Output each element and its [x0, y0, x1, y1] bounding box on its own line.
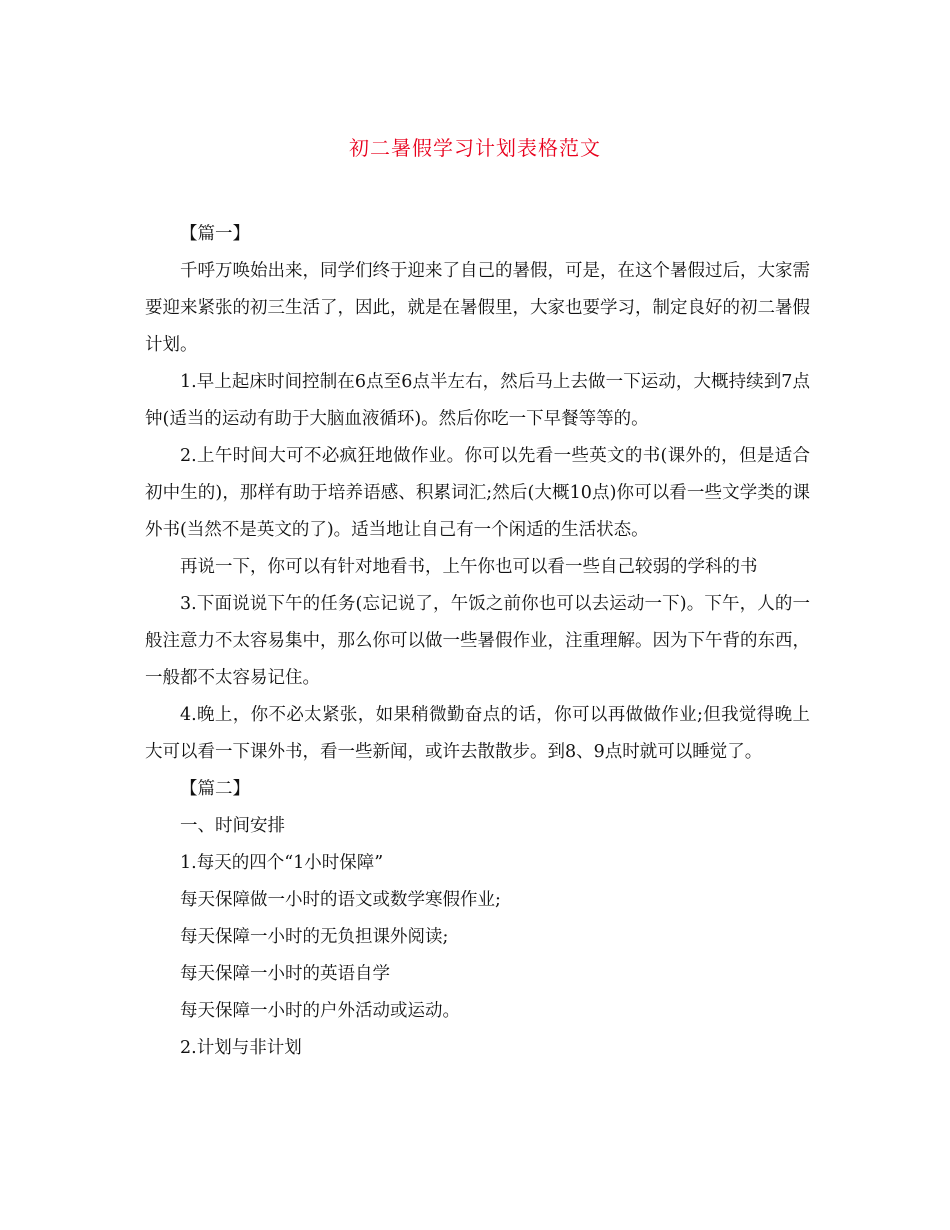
document-body — [145, 216, 810, 1067]
paragraph: 每天保障一小时的户外活动或运动。 — [180, 1001, 460, 1021]
paragraph: 1.每天的四个“1小时保障” — [180, 853, 384, 873]
paragraph: 每天保障一小时的英语自学 — [180, 964, 390, 984]
paragraph: 2.计划与非计划 — [180, 1038, 302, 1058]
subheading: 一、时间安排 — [180, 816, 285, 836]
paragraph: 千呼万唤始出来，同学们终于迎来了自己的暑假，可是，在这个暑假过后，大家需要迎来紧张的初三生活了，因此，就是在暑假里，大家也要学习，制定良好的初二暑假计划。 — [145, 261, 810, 355]
section-heading-1: 【篇一】 — [180, 224, 250, 244]
paragraph: 再说一下，你可以有针对地看书，上午你也可以看一些自己较弱的学科的书 — [180, 557, 758, 577]
paragraph: 每天保障一小时的无负担课外阅读; — [180, 927, 449, 947]
paragraph: 1.早上起床时间控制在6点至6点半左右，然后马上去做一下运动，大概持续到7点钟(适当的运动有助于大脑血液循环)。然后你吃一下早餐等等的。 — [145, 372, 810, 429]
document-title: 初二暑假学习计划表格范文 — [349, 136, 601, 160]
paragraph: 每天保障做一小时的语文或数学寒假作业; — [180, 890, 501, 910]
paragraph: 3.下面说说下午的任务(忘记说了，午饭之前你也可以去运动一下)。下午，人的一般注意力不太容易集中，那么你可以做一些暑假作业，注重理解。因为下午背的东西，一般都不太容易记住。 — [145, 594, 810, 688]
paragraph: 2.上午时间大可不必疯狂地做作业。你可以先看一些英文的书(课外的，但是适合初中生的)，那样有助于培养语感、积累词汇;然后(大概10点)你可以看一些文学类的课外书(当然不是英文的了)。适当地让自己有一个闲适的生活状态。 — [145, 446, 810, 540]
section-heading-2: 【篇二】 — [180, 779, 250, 799]
paragraph: 4.晚上，你不必太紧张，如果稍微勤奋点的话，你可以再做做作业;但我觉得晚上大可以看一下课外书，看一些新闻，或许去散散步。到8、9点时就可以睡觉了。 — [145, 705, 810, 762]
